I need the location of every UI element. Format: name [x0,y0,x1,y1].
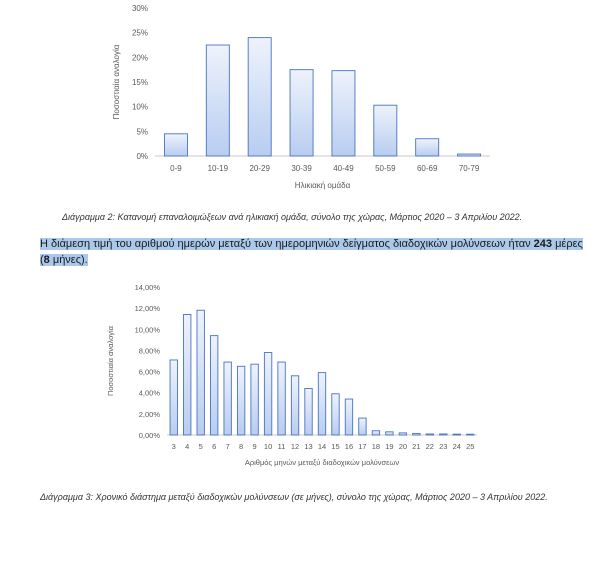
x-tick-label: 8 [239,442,244,451]
x-tick-label: 13 [304,442,313,451]
x-tick-label: 11 [277,442,286,451]
x-tick-label: 7 [225,442,230,451]
months-between-infections-bar-chart [0,278,600,478]
y-tick-label: 10% [131,102,148,112]
y-tick-label: 12,00% [134,304,160,314]
bar-12 [291,376,298,435]
x-tick-label: 12 [290,442,300,451]
bar-20-29 [248,38,271,156]
x-tick-label: 22 [425,442,434,451]
bar-3 [170,360,177,435]
x-tick-label: 10-19 [207,164,229,173]
x-tick-label: 30-39 [291,164,312,173]
median-months-value: 8 [43,254,50,266]
x-tick-label: 18 [371,442,381,451]
paragraph-text-1: Η διάμεση τιμή του αριθμού ημερών μεταξύ των ημερομηνιών δείγματος διαδοχικών μολύνσεων ήταν [40,238,534,250]
x-axis-title: Αριθμός μηνών μεταξύ διαδοχικών μολύνσεων [244,458,400,467]
y-tick-label: 20% [131,53,148,63]
bar-18 [372,431,379,435]
bar-4 [184,314,191,435]
x-tick-label: 40-49 [333,164,354,173]
y-tick-label: 25% [131,28,148,38]
y-tick-label: 8,00% [138,346,160,356]
bar-23 [440,434,447,435]
x-tick-label: 70-79 [458,164,480,173]
x-axis-title: Ηλικιακή ομάδα [294,181,351,190]
x-tick-label: 10 [263,442,273,451]
median-days-value: 243 [533,238,553,250]
bar-10 [264,353,271,435]
bar-30-39 [290,70,313,156]
chart1-caption: Διάγραμμα 2: Κατανομή επαναλοιμώξεων ανά ηλικιακή ομάδα, σύνολο της χώρας, Μάρτιος 2020 – 3 Απριλίου 2022. [62,212,523,222]
y-tick-label: 6,00% [138,367,160,377]
y-tick-label: 15% [131,78,148,87]
y-tick-label: 0% [136,152,148,161]
x-tick-label: 6 [212,442,217,451]
x-tick-label: 17 [358,442,367,451]
y-tick-label: 10,00% [134,325,160,335]
bar-25 [467,434,474,435]
x-tick-label: 21 [412,442,421,451]
y-tick-label: 4,00% [138,388,160,398]
bar-20 [399,433,406,435]
y-tick-label: 2,00% [138,409,160,419]
x-tick-label: 0-9 [170,164,182,173]
x-tick-label: 9 [252,442,257,451]
x-tick-label: 14 [317,442,327,451]
bar-11 [278,362,285,435]
bar-50-59 [374,105,397,156]
bar-0-9 [164,134,187,156]
median-paragraph [40,236,585,268]
x-tick-label: 20-29 [249,164,270,173]
bar-7 [224,362,231,435]
y-tick-label: 5% [136,127,148,137]
bar-60-69 [416,139,439,156]
age-group-bar-chart [0,0,600,205]
bar-9 [251,364,258,435]
x-tick-label: 5 [198,442,203,451]
bar-19 [386,432,393,435]
bar-5 [197,310,204,435]
paragraph-text-3: μήνες). [49,254,88,266]
x-tick-label: 23 [439,442,448,451]
paragraph-text-2: μέρες ( [40,238,583,266]
x-tick-label: 4 [185,442,190,451]
y-tick-label: 0,00% [138,431,160,440]
x-tick-label: 16 [344,442,354,451]
bar-24 [453,434,460,435]
bar-22 [426,434,433,435]
bar-8 [237,366,244,435]
x-tick-label: 50-59 [375,164,396,173]
y-axis-title: Ποσοστιαία αναλογία [112,44,121,120]
bar-16 [345,399,352,435]
x-tick-label: 3 [171,442,176,451]
x-tick-label: 25 [466,442,475,451]
bar-13 [305,388,312,435]
bar-6 [210,336,217,435]
bar-21 [413,433,420,435]
x-tick-label: 60-69 [416,164,438,173]
y-tick-label: 14,00% [134,283,160,292]
y-axis-title: Ποσοστιαία αναλογία [106,325,115,397]
x-tick-label: 24 [452,442,461,451]
bar-14 [318,373,325,435]
x-tick-label: 15 [331,442,340,451]
bar-70-79 [458,154,481,156]
bar-10-19 [206,45,229,156]
bar-40-49 [332,71,355,156]
x-tick-label: 19 [385,442,394,451]
bar-15 [332,394,339,435]
bar-17 [359,418,366,435]
y-tick-label: 30% [131,4,148,13]
x-tick-label: 20 [398,442,408,451]
chart2-caption: Διάγραμμα 3: Χρονικό διάστημα μεταξύ διαδοχικών μολύνσεων (σε μήνες), σύνολο της χώρας, Μάρτιος 2020 – 3 Απριλίου 2022. [40,492,548,502]
